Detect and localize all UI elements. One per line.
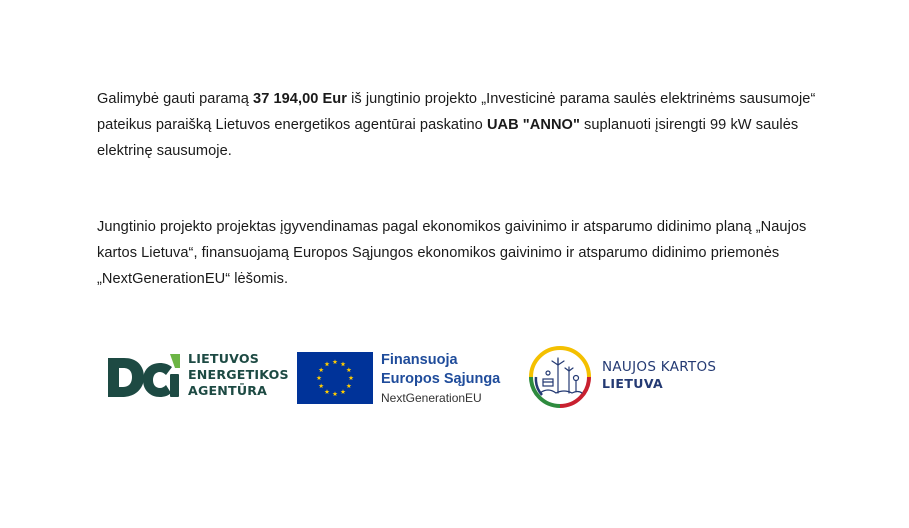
eu-funding-logo [297,352,517,406]
lea-logo-text [188,351,289,399]
funding-paragraph [97,86,827,164]
lea-logo [104,350,294,402]
funding-amount: 37 194,00 Eur [253,91,347,107]
paragraph-text-start: Galimybė gauti paramą [97,91,254,107]
naujos-kartos-lietuva-logo [528,345,728,409]
eu-name: Europos Sąjunga [381,371,501,387]
lea-line3: AGENTŪRA [188,383,268,398]
eu-funded-by: Finansuoja [381,352,458,368]
lea-logo-icon [104,350,184,402]
company-name: UAB "ANNO" [486,117,580,133]
paragraph-text-middle: iš jungtinio projekto „Investicinė parama saulės elektrinėms sausumoje“ pateikus paraišką Lietuvos energetikos agentūrai paskatino [97,91,816,133]
lea-line2: ENERGETIKOS [188,367,289,382]
lea-line1: LIETUVOS [188,351,260,366]
nkl-line1: NAUJOS KARTOS [602,359,717,375]
paragraph-text-end: suplanuoti įsirengti 99 kW saulės elektrinę sausumoje. [97,117,799,159]
eu-program: NextGenerationEU [381,391,482,405]
nkl-line2: LIETUVA [602,376,664,391]
project-description-paragraph: Jungtinio projekto projektas įgyvendinamas pagal ekonomikos gaivinimo ir atsparumo didinimo planą „Naujos kartos Lietuva“, finansuojamą Europos Sąjungos ekonomikos gaivinimo ir atsparumo didinimo priemonės „NextGenerationEU“ lėšomis. [97,219,807,287]
eu-flag-icon [297,352,373,404]
nkl-emblem-icon [528,345,592,409]
